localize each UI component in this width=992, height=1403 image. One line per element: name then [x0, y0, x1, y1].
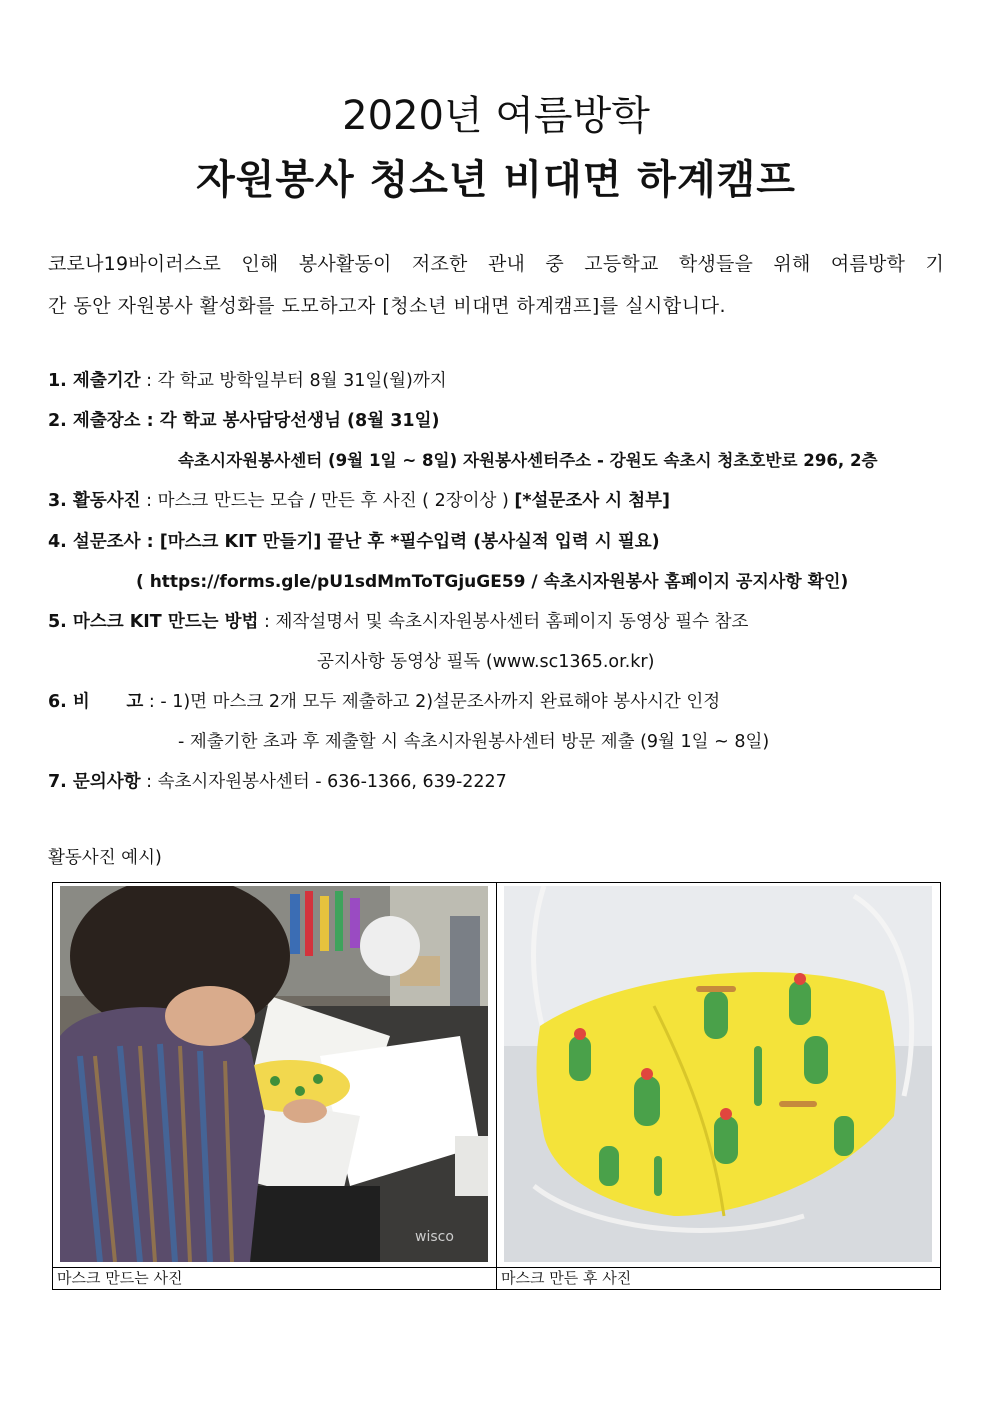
item-sep: :: [140, 532, 160, 552]
item-label: 2. 제출장소: [48, 411, 141, 431]
item-survey-link[interactable]: ( https://forms.gle/pU1sdMmToTGjuGE59 / 속초시자원봉사 홈페이지 공지사항 확인): [136, 572, 849, 592]
right-photo-caption: 마스크 만든 후 사진: [497, 1268, 941, 1290]
item-sep: :: [143, 692, 161, 712]
finished-mask-photo: [504, 886, 932, 1262]
item-sep: :: [140, 411, 160, 431]
item-label: 4. 설문조사: [48, 532, 141, 552]
photo-table: [52, 882, 941, 1290]
item-submission-place-sub: 속초시자원봉사센터 (9월 1일 ~ 8일) 자원봉사센터주소 - 강원도 속초시 청초호반로 296, 2층: [178, 451, 878, 470]
item-submission-period: [48, 368, 447, 394]
item-text: 마스크 만드는 모습 / 만든 후 사진 ( 2장이상 ): [157, 491, 515, 511]
item-label: 3. 활동사진: [48, 491, 141, 511]
item-label: 5. 마스크 KIT 만드는 방법: [48, 612, 259, 632]
item-label: 6. 비 고: [48, 692, 144, 712]
item-inquiry: [48, 769, 507, 795]
item-sep: :: [258, 612, 276, 632]
item-remarks: [48, 689, 720, 715]
item-activity-photos: [48, 488, 670, 514]
item-label: 1. 제출기간: [48, 371, 141, 391]
item-text: [마스크 KIT 만들기] 끝난 후 *필수입력 (봉사실적 입력 시 필요): [159, 532, 660, 552]
item-submission-place: [48, 408, 440, 434]
item-sep: :: [140, 772, 158, 792]
item-sep: :: [140, 491, 158, 511]
intro-line1: 코로나19바이러스로 인해 봉사활동이 저조한 관내 중 고등학교 학생들을 위해 여름방학 기: [48, 253, 944, 275]
item-text: 속초시자원봉사센터 - 636-1366, 639-2227: [157, 772, 507, 792]
left-photo-caption: 마스크 만드는 사진: [53, 1268, 497, 1290]
item-label: 7. 문의사항: [48, 772, 141, 792]
item-text: 각 학교 봉사담당선생님 (8월 31일): [159, 411, 440, 431]
item-text: - 1)면 마스크 2개 모두 제출하고 2)설문조사까지 완료해야 봉사시간 인정: [160, 692, 721, 712]
item-text: 각 학교 방학일부터 8월 31일(월)까지: [157, 371, 447, 391]
page-title-line1: 2020년 여름방학: [342, 93, 650, 139]
example-caption: 활동사진 예시): [48, 848, 162, 868]
item-survey: [48, 529, 660, 555]
item-sep: :: [140, 371, 158, 391]
photo-cell-left: [53, 883, 497, 1268]
item-text-bold: [*설문조사 시 첨부]: [514, 491, 671, 511]
intro-line2: 간 동안 자원봉사 활성화를 도모하고자 [청소년 비대면 하계캠프]를 실시합니다.: [48, 295, 727, 317]
item-remarks-sub: - 제출기한 초과 후 제출할 시 속초시자원봉사센터 방문 제출 (9월 1일 ~ 8일): [178, 732, 770, 752]
item-mask-kit-method: [48, 609, 748, 635]
item-mask-kit-method-sub: 공지사항 동영상 필독 (www.sc1365.or.kr): [317, 652, 655, 672]
brand-text: wisco: [415, 1229, 454, 1245]
page-title-line2: 자원봉사 청소년 비대면 하계캠프: [196, 157, 796, 203]
photo-cell-right: [497, 883, 941, 1268]
mask-making-photo: [60, 886, 488, 1262]
item-text: 제작설명서 및 속초시자원봉사센터 홈페이지 동영상 필수 참조: [275, 612, 749, 632]
